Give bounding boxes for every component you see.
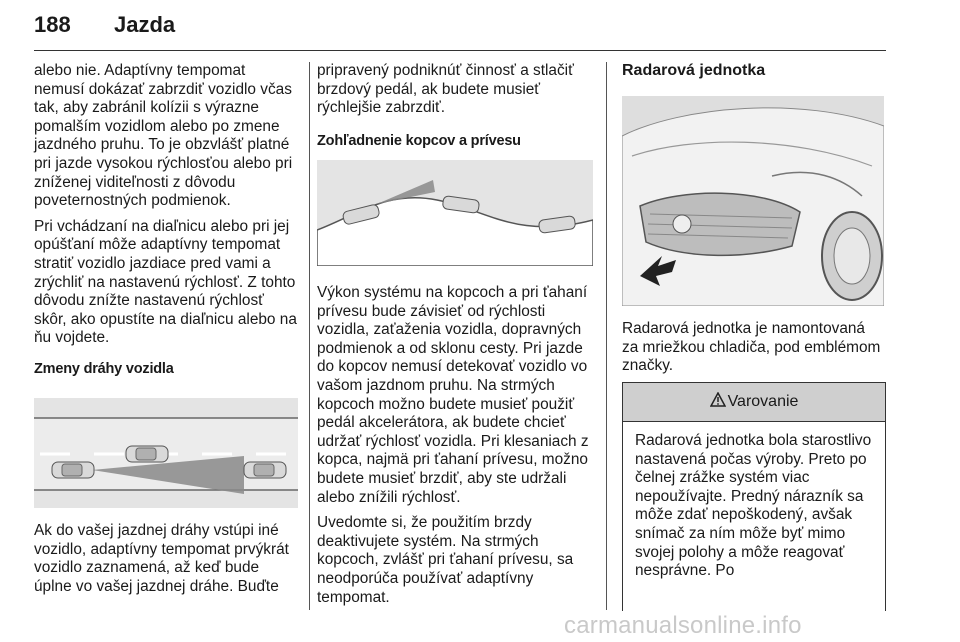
hills-drawing bbox=[317, 160, 593, 266]
heading-hills-trailer: Zohľadnenie kopcov a prívesu bbox=[317, 132, 521, 149]
column-2 bbox=[317, 62, 593, 150]
car-ahead-icon bbox=[244, 462, 286, 478]
paragraph-hills-performance: Výkon systému na kopcoch a pri ťahaní prívesu bude závisieť od rýchlosti vozidla, zaťaženia vozidla, dopravných podmienok a od sklonu cesty. Pri jazde do kopcov nemusí detekovať vozidlo vo vašom jazdnom pruhu. Na strmých kopcoch možno budete musieť použiť pedál akcelerátora, ak budete chcieť udržať rýchlosť vozidla. Pri klesaniach z kopca, najmä pri ťahaní prívesu, možno budete musieť brzdiť, aby ste udržali alebo znížili rýchlosť. bbox=[317, 284, 589, 506]
chapter-title: Jazda bbox=[114, 12, 176, 37]
column-3 bbox=[622, 62, 886, 81]
paragraph-lane-change: Ak do vašej jazdnej dráhy vstúpi iné vozidlo, adaptívny tempomat prvýkrát vozidlo zaznamená, až keď bude úplne vo vašej jazdnej dráhe. Buďte bbox=[34, 522, 289, 595]
lane-change-drawing bbox=[34, 398, 298, 508]
watermark: carmanualsonline.info bbox=[564, 612, 802, 639]
radar-unit-illustration bbox=[622, 96, 884, 306]
paragraph-brake-deactivates: Uvedomte si, že použitím brzdy deaktivujete systém. Na strmých kopcoch, zvlášť pri ťahaní prívesu, sa neodporúča používať adaptívny tempomat. bbox=[317, 514, 574, 606]
column-divider-2 bbox=[606, 62, 607, 610]
column-2-bottom bbox=[317, 284, 593, 614]
page-number: 188 bbox=[34, 12, 71, 37]
car-own-icon bbox=[52, 462, 94, 478]
car-front-drawing bbox=[622, 96, 884, 306]
warning-header bbox=[623, 383, 885, 422]
warning-triangle-icon bbox=[710, 392, 726, 412]
column-divider-1 bbox=[309, 62, 310, 610]
warning-title: Varovanie bbox=[727, 393, 799, 410]
warning-text: Radarová jednotka bola starostlivo nastavená počas výroby. Preto po čelnej zrážke systém viac nepoužívajte. Predný nárazník sa môže zdať nepoškodený, avšak snímač za ním môže byť mimo svojej polohy a môže reagovať nesprávne. Po bbox=[635, 432, 872, 580]
column-3-bottom bbox=[622, 320, 884, 383]
paragraph-highway: Pri vchádzaní na diaľnicu alebo pri jej opúšťaní môže adaptívny tempomat stratiť vozidlo jazdiace pred vami a zrýchliť na nastavenú rýchlosť. Z tohto dôvodu znížte nastavenú rýchlosť skôr, ako opustíte na diaľnicu alebo na ňu vojdete. bbox=[34, 217, 297, 347]
lane-change-illustration bbox=[34, 398, 298, 508]
page-header bbox=[34, 12, 886, 46]
header-rule bbox=[34, 50, 886, 51]
brand-emblem-icon bbox=[673, 215, 691, 233]
paragraph-stopping-limits: alebo nie. Adaptívny tempomat nemusí dokázať zabrzdiť vozidlo včas tak, aby zabránil kolízii s výrazne pomalším vozidlom alebo po zmene jazdného pruhu. To je obzvlášť platné pri jazde vysokou rýchlosťou alebo pri zníženej viditeľnosti z dôvodu poveternostných podmienok. bbox=[34, 62, 293, 210]
car-merging-icon bbox=[126, 446, 168, 462]
warning-box bbox=[622, 382, 886, 611]
hills-illustration bbox=[317, 160, 593, 266]
heading-radar-unit: Radarová jednotka bbox=[622, 62, 766, 79]
heading-lane-change: Zmeny dráhy vozidla bbox=[34, 360, 174, 377]
column-1-bottom bbox=[34, 522, 298, 603]
paragraph-brake-ready: pripravený podniknúť činnosť a stlačiť brzdový pedál, ak budete musieť rýchlejšie zabrzdiť. bbox=[317, 62, 574, 117]
paragraph-radar-location: Radarová jednotka je namontovaná za mriežkou chladiča, pod emblémom značky. bbox=[622, 320, 881, 375]
column-1 bbox=[34, 62, 298, 379]
